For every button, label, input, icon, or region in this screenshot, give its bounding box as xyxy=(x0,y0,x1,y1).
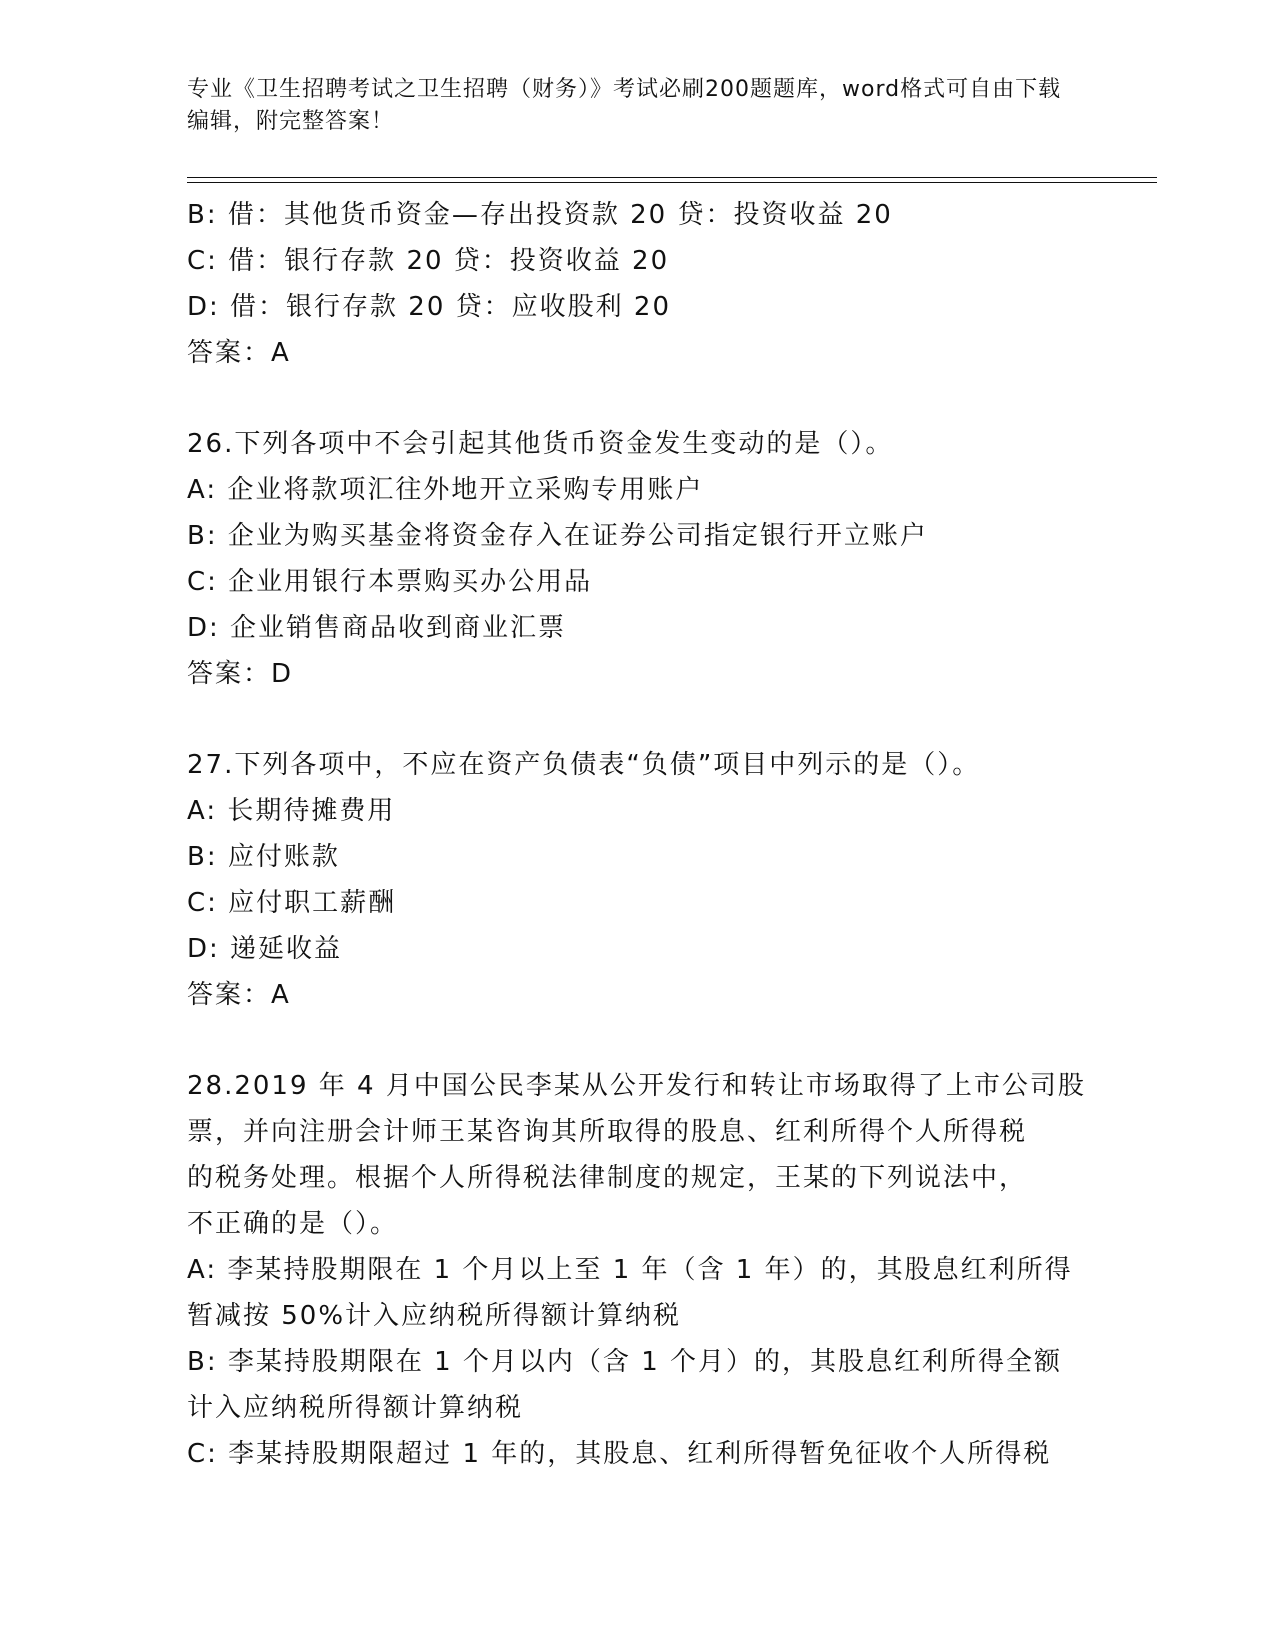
spacer xyxy=(187,697,1087,742)
question-text-line: 票，并向注册会计师王某咨询其所取得的股息、红利所得个人所得税 xyxy=(187,1117,1028,1147)
question-27 xyxy=(187,742,1087,1018)
option-b-line: B: 李某持股期限在 1 个月以内（含 1 个月）的，其股息红利所得全额 xyxy=(187,1347,1063,1377)
question-text-line: 28.2019 年 4 月中国公民李某从公开发行和转让市场取得了上市公司股 xyxy=(187,1071,1086,1101)
option-a-line: 暂减按 50%计入应纳税所得额计算纳税 xyxy=(187,1301,682,1331)
header-rule-top xyxy=(187,177,1157,178)
document-header: 专业《卫生招聘考试之卫生招聘（财务）》考试必刷200题题库，word格式可自由下载编辑，附完整答案！ xyxy=(187,77,1062,134)
spacer xyxy=(187,1018,1087,1063)
spacer xyxy=(187,376,1087,421)
answer: 答案：D xyxy=(187,659,294,689)
document-body xyxy=(187,192,1087,1477)
option-a-line: A: 李某持股期限在 1 个月以上至 1 年（含 1 年）的，其股息红利所得 xyxy=(187,1255,1073,1285)
option-b: B: 借：其他货币资金—存出投资款 20 贷：投资收益 20 xyxy=(187,200,893,230)
option-c: C: 应付职工薪酬 xyxy=(187,888,397,918)
option-d: D: 递延收益 xyxy=(187,934,343,964)
question-text: 26.下列各项中不会引起其他货币资金发生变动的是（）。 xyxy=(187,429,894,459)
option-a: A: 企业将款项汇往外地开立采购专用账户 xyxy=(187,475,704,505)
option-d: D: 借：银行存款 20 贷：应收股利 20 xyxy=(187,292,672,322)
option-a: A: 长期待摊费用 xyxy=(187,796,396,826)
option-c: C: 借：银行存款 20 贷：投资收益 20 xyxy=(187,246,670,276)
answer: 答案：A xyxy=(187,338,291,368)
option-c-line: C: 李某持股期限超过 1 年的，其股息、红利所得暂免征收个人所得税 xyxy=(187,1439,1052,1469)
option-b: B: 应付账款 xyxy=(187,842,340,872)
question-text-line: 不正确的是（）。 xyxy=(187,1209,399,1239)
option-b-line: 计入应纳税所得额计算纳税 xyxy=(187,1393,524,1423)
option-d: D: 企业销售商品收到商业汇票 xyxy=(187,613,567,643)
question-26 xyxy=(187,421,1087,697)
answer: 答案：A xyxy=(187,980,291,1010)
question-28 xyxy=(187,1063,1087,1477)
question-text: 27.下列各项中，不应在资产负债表“负债”项目中列示的是（）。 xyxy=(187,750,981,780)
question-text-line: 的税务处理。根据个人所得税法律制度的规定，王某的下列说法中， xyxy=(187,1163,1028,1193)
question-25-tail xyxy=(187,192,1087,376)
header-rule-bottom xyxy=(187,182,1157,183)
option-b: B: 企业为购买基金将资金存入在证券公司指定银行开立账户 xyxy=(187,521,928,551)
option-c: C: 企业用银行本票购买办公用品 xyxy=(187,567,593,597)
